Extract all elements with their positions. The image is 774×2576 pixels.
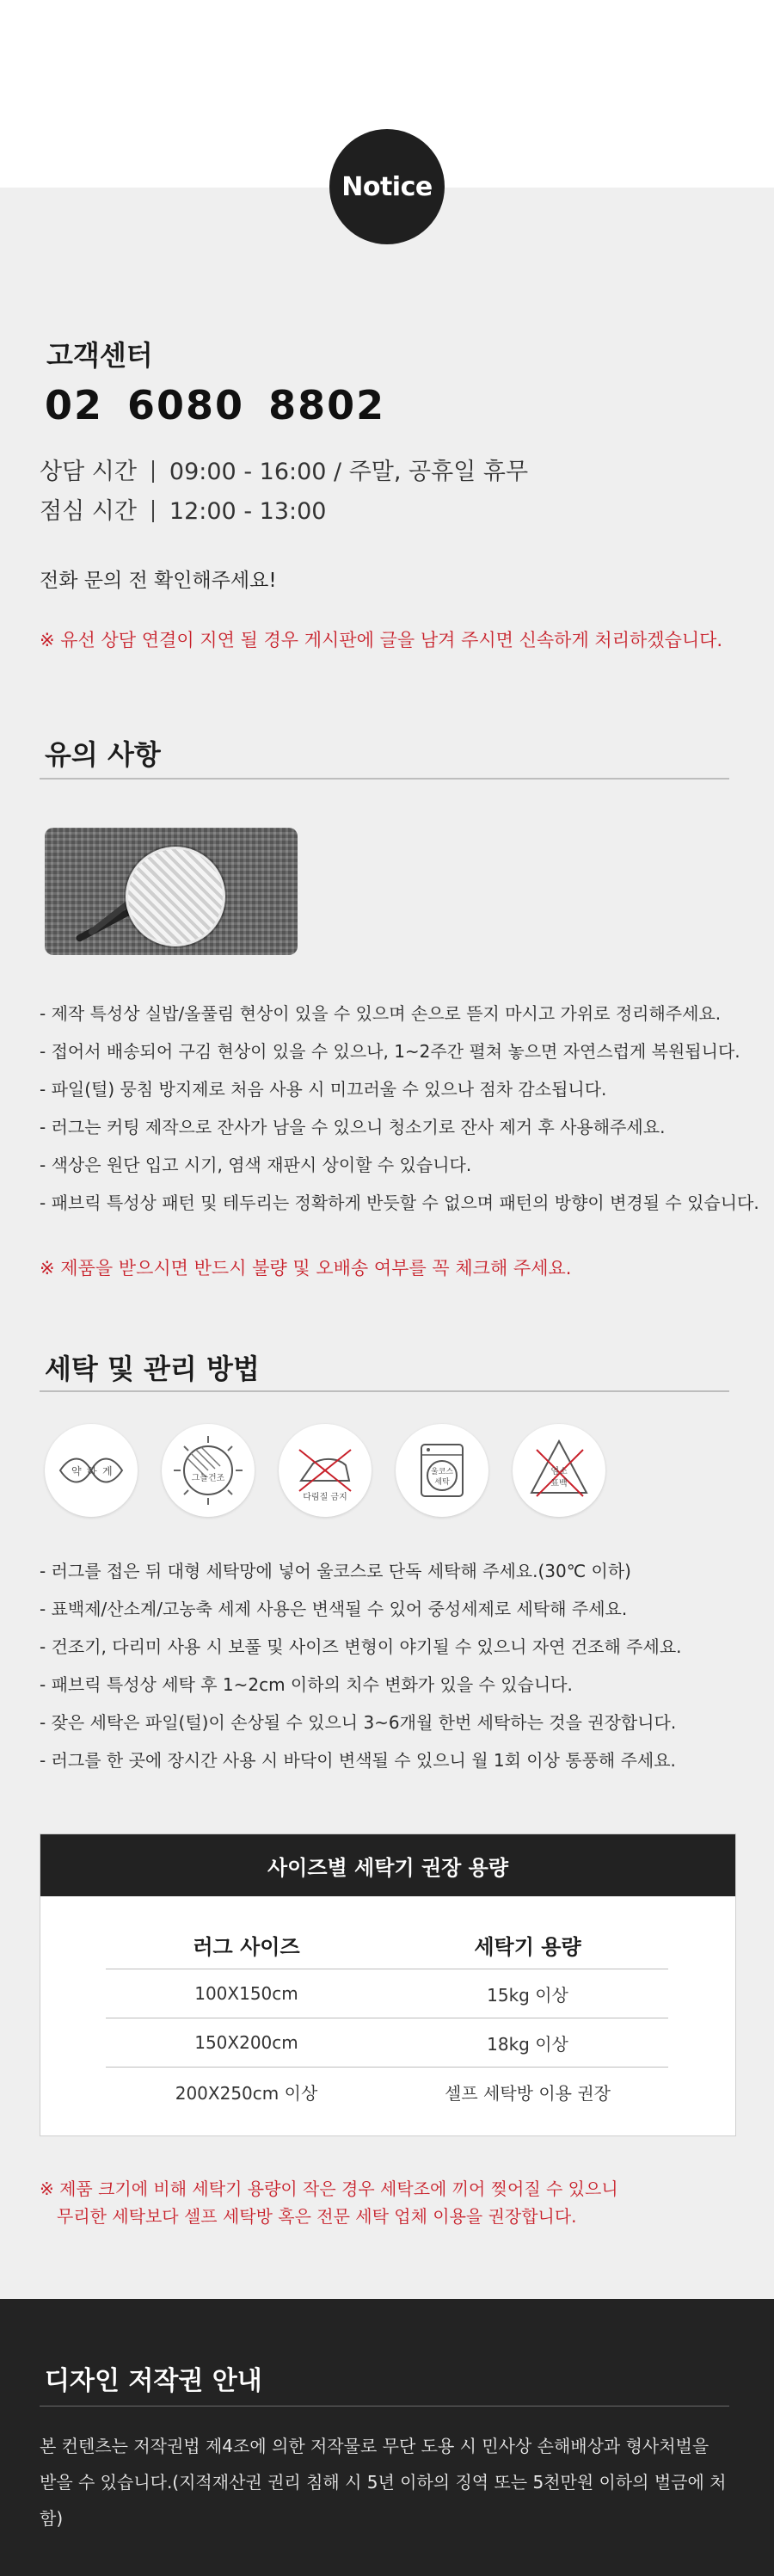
- cell-size: 100X150cm: [194, 1983, 298, 2004]
- care-icons-row: [45, 1424, 630, 1519]
- washer-capacity-box: [40, 1833, 736, 2136]
- care-item: - 표백제/산소계/고농축 세제 사용은 변색될 수 있어 중성세제로 세탁해 주세요.: [40, 1599, 628, 1619]
- divider: [152, 460, 154, 483]
- call-note: 전화 문의 전 확인해주세요!: [40, 570, 277, 592]
- caution-item: - 제작 특성상 실밥/올풀림 현상이 있을 수 있으며 손으로 뜯지 마시고 가위로 정리해주세요.: [40, 1003, 722, 1024]
- caution-item: - 접어서 배송되어 구김 현상이 있을 수 있으나, 1~2주간 펼쳐 놓으면 자연스럽게 복원됩니다.: [40, 1041, 740, 1062]
- no-iron-icon: [279, 1424, 372, 1517]
- care-item: - 패브릭 특성상 세탁 후 1~2cm 이하의 치수 변화가 있을 수 있습니다.: [40, 1674, 573, 1695]
- cell-capacity: 15kg 이상: [487, 1984, 568, 2006]
- table-row: [106, 1969, 668, 2018]
- no-bleach-text: 염소: [550, 1467, 568, 1476]
- magnifier-loupe: [126, 847, 225, 946]
- lunch-hours-label: 점심 시간: [40, 498, 137, 525]
- shade-dry-icon: [162, 1424, 255, 1517]
- caution-divider: [40, 778, 729, 780]
- weak-wash-icon: [45, 1424, 138, 1517]
- copyright-title: 디자인 저작권 안내: [45, 2366, 262, 2396]
- washer-note-line: 무리한 세탁보다 셀프 세탁방 혹은 전문 세탁 업체 이용을 권장합니다.: [57, 2206, 577, 2227]
- consult-hours-label: 상담 시간: [40, 459, 137, 485]
- caution-item: - 파일(털) 뭉침 방지제로 처음 사용 시 미끄러울 수 있으나 점차 감소됩니다.: [40, 1079, 607, 1100]
- cell-capacity: 셀프 세탁방 이용 권장: [445, 2082, 611, 2104]
- shade-dry-text: 그늘건조: [191, 1474, 225, 1483]
- consult-hours-row: [40, 453, 528, 486]
- care-item: - 건조기, 다리미 사용 시 보풀 및 사이즈 변형이 야기될 수 있으니 자연 건조해 주세요.: [40, 1636, 682, 1657]
- table-row: [106, 2068, 668, 2116]
- no-bleach-icon: [513, 1424, 605, 1517]
- care-item: - 잦은 세탁은 파일(털)이 손상될 수 있으니 3~6개월 한번 세탁하는 것을 권장합니다.: [40, 1712, 677, 1733]
- washer-capacity-table: [106, 1920, 668, 2116]
- cell-size: 200X250cm 이상: [175, 2082, 318, 2104]
- washer-capacity-title: 사이즈별 세탁기 권장 용량: [40, 1834, 735, 1896]
- washer-note-line: ※ 제품 크기에 비해 세탁기 용량이 작은 경우 세탁조에 끼어 찢어질 수 있으니: [40, 2179, 618, 2199]
- lunch-hours-row: [40, 492, 326, 526]
- care-divider: [40, 1390, 729, 1392]
- header-size: 러그 사이즈: [193, 1934, 300, 1959]
- fabric-closeup-image: [45, 828, 298, 955]
- care-list: [40, 1552, 682, 1779]
- lunch-hours-value: 12:00 - 13:00: [169, 498, 327, 525]
- customer-center-phone: 02 6080 8802: [45, 382, 386, 428]
- cell-capacity: 18kg 이상: [487, 2033, 568, 2055]
- caution-item: - 패브릭 특성상 패턴 및 테두리는 정확하게 반듯할 수 없으며 패턴의 방향이 변경될 수 있습니다.: [40, 1192, 759, 1213]
- table-header-row: [106, 1920, 668, 1969]
- no-bleach-text: 표백: [550, 1479, 568, 1488]
- consult-hours-value: 09:00 - 16:00 / 주말, 공휴일 휴무: [169, 459, 529, 485]
- wool-course-text: 세탁: [434, 1478, 450, 1487]
- caution-red-note: ※ 제품을 받으시면 반드시 불량 및 오배송 여부를 꼭 체크해 주세요.: [40, 1258, 572, 1279]
- delay-note: ※ 유선 상담 연결이 지연 될 경우 게시판에 글을 남겨 주시면 신속하게 처리하겠습니다.: [40, 630, 723, 650]
- customer-center-title: 고객센터: [46, 339, 153, 372]
- wool-course-icon: [396, 1424, 488, 1517]
- cell-size: 150X200cm: [194, 2032, 298, 2053]
- notice-badge: Notice: [329, 129, 445, 244]
- table-row: [106, 2018, 668, 2068]
- care-item: - 러그를 한 곳에 장시간 사용 시 바닥이 변색될 수 있으니 월 1회 이상 통풍해 주세요.: [40, 1750, 676, 1771]
- washer-note: [40, 2175, 618, 2230]
- header-capacity: 세탁기 용량: [474, 1934, 581, 1959]
- copyright-line: 받을 수 있습니다.(지적재산권 권리 침해 시 5년 이하의 징역 또는 5천만원 이하의 벌금에 처함): [40, 2472, 727, 2529]
- caution-item: - 러그는 커팅 제작으로 잔사가 남을 수 있으니 청소기로 잔사 제거 후 사용해주세요.: [40, 1117, 666, 1137]
- care-item: - 러그를 접은 뒤 대형 세탁망에 넣어 울코스로 단독 세탁해 주세요.(30℃ 이하): [40, 1561, 631, 1581]
- caution-item: - 색상은 원단 입고 시기, 염색 재판시 상이할 수 있습니다.: [40, 1155, 472, 1175]
- weak-wash-char: 약: [71, 1465, 82, 1477]
- divider: [152, 500, 154, 522]
- copyright-line: 본 컨텐츠는 저작권법 제4조에 의한 저작물로 무단 도용 시 민사상 손해배상과 형사처벌을: [40, 2436, 710, 2456]
- weak-wash-char: 하: [87, 1465, 97, 1477]
- caution-section-title: 유의 사항: [45, 738, 161, 771]
- weak-wash-char: 게: [102, 1465, 113, 1477]
- caution-list: [40, 995, 759, 1222]
- no-iron-text: 다림질 금지: [303, 1493, 347, 1502]
- copyright-text: [40, 2428, 736, 2536]
- care-section-title: 세탁 및 관리 방법: [45, 1353, 260, 1385]
- wool-course-text: 울코스: [430, 1468, 454, 1476]
- copyright-divider: [40, 2406, 729, 2407]
